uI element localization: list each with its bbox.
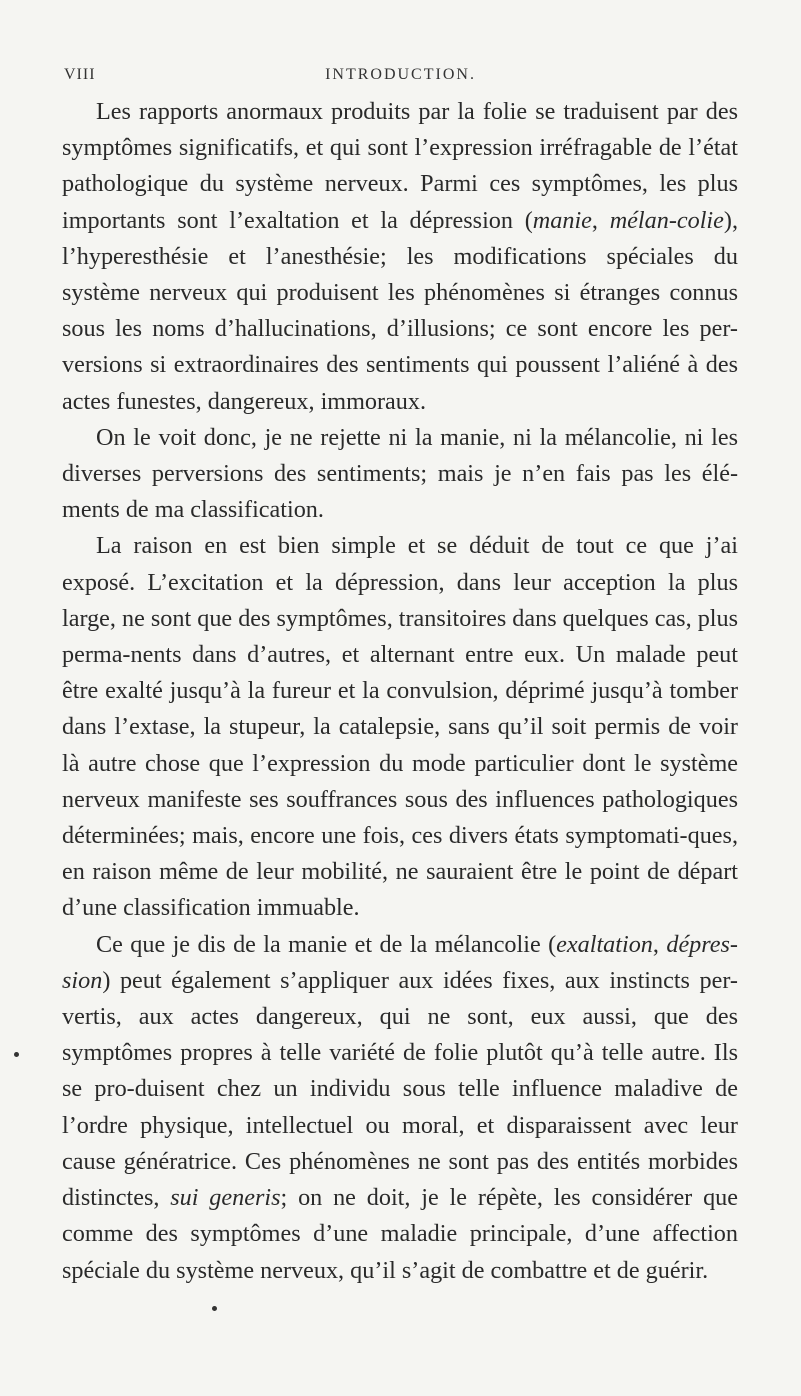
- page-header: [0, 62, 801, 92]
- italic-term: manie: [532, 206, 592, 234]
- print-dot: [212, 1306, 217, 1311]
- text-run: ) peut également s’appliquer aux idées fixes, aux instincts per-vertis, aux actes dangereux, qui ne sont, eux aussi, que des symptômes propres à telle variété de folie plutôt qu’à telle autre. Ils se pro-duisent chez un individu sous telle influence maladive de l’ordre physique, intellectuel ou moral, et disparaissent avec leur cause génératrice. Ces phénomènes ne sont pas des entités morbides distinctes,: [62, 966, 738, 1212]
- text-run: ,: [652, 930, 667, 958]
- italic-term: exaltation: [556, 930, 653, 958]
- text-run: Les rapports anormaux produits par la folie se traduisent par des symptômes significatifs, et qui sont l’expression irréfragable de l’état pathologique du système nerveux. Parmi ces symptômes, les plus importants sont l’exaltation et la dépression (: [62, 98, 738, 234]
- text-run: Ce que je dis de la manie et de la mélancolie (: [96, 930, 557, 958]
- margin-dot: [14, 1052, 19, 1057]
- italic-term: dépres-sion: [62, 930, 738, 994]
- page-number: VIII: [64, 66, 96, 83]
- body-text: [62, 94, 738, 1289]
- paragraph-1: [62, 94, 738, 420]
- text-run: On le voit donc, je ne rejette ni la manie, ni la mélancolie, ni les diverses perversions des sentiments; mais je n’en fais pas les élé-ments de ma classification.: [62, 423, 738, 524]
- text-run: ), l’hyperesthésie et l’anesthésie; les modifications spéciales du système nerveux qui produisent les phénomènes si étranges connus sous les noms d’hallucinations, d’illusions; ce sont encore les per-versions si extraordinaires des sentiments qui poussent l’aliéné à des actes funestes, dangereux, immoraux.: [62, 206, 738, 415]
- running-head: INTRODUCTION.: [325, 66, 476, 83]
- text-run: La raison en est bien simple et se déduit de tout ce que j’ai exposé. L’excitation et la dépression, dans leur acception la plus large, ne sont que des symptômes, transitoires dans quelques cas, plus perma-nents dans d’autres, et alternant entre eux. Un malade peut être exalté jusqu’à la fureur et la convulsion, déprimé jusqu’à tomber dans l’extase, la stupeur, la catalepsie, sans qu’il soit permis de voir là autre chose que l’expression du mode particulier dont le système nerveux manifeste ses souffrances sous des influences pathologiques déterminées; mais, encore une fois, ces divers états symptomati-ques, en raison même de leur mobilité, ne sauraient être le point de départ d’une classification immuable.: [62, 532, 739, 922]
- paragraph-2: [62, 420, 738, 529]
- italic-term: mélan-colie: [609, 206, 724, 234]
- text-run: ; on ne doit, je le répète, les considérer que comme des symptômes d’une maladie principale, d’une affection spéciale du système nerveux, qu’il s’agit de combattre et de guérir.: [62, 1184, 738, 1284]
- paragraph-4: [62, 927, 738, 1289]
- text-run: ,: [591, 206, 610, 234]
- paragraph-3: [62, 528, 738, 926]
- italic-term: sui generis: [170, 1184, 281, 1212]
